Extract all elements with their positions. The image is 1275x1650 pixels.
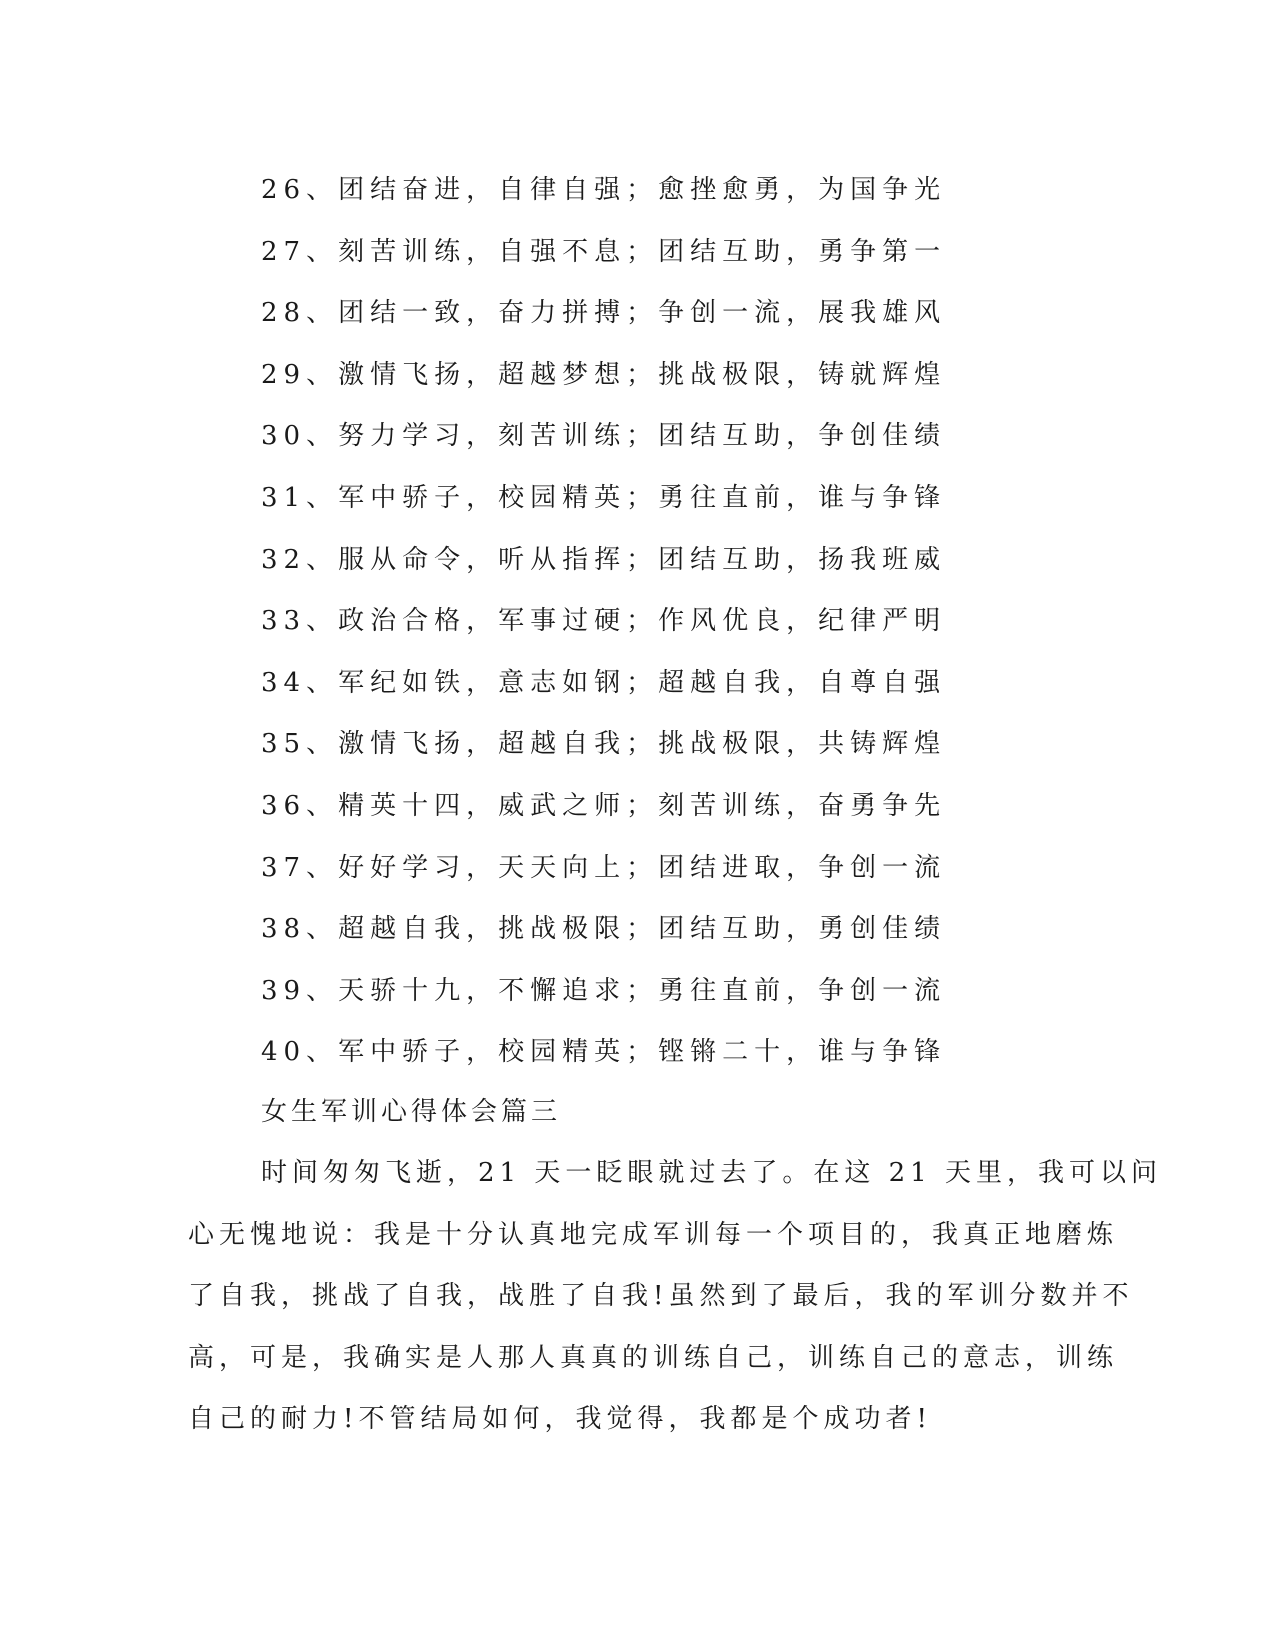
paragraph-line: 时间匆匆飞逝，21 天一眨眼就过去了。在这 21 天里，我可以问: [261, 1158, 1162, 1188]
slogan-item: 30、努力学习，刻苦训练；团结互助，争创佳绩: [261, 421, 947, 452]
body-paragraph: [188, 1143, 1162, 1451]
slogan-item: 26、团结奋进，自律自强；愈挫愈勇，为国争光: [261, 175, 947, 205]
slogan-item: 38、超越自我，挑战极限；团结互助，勇创佳绩: [261, 914, 947, 945]
slogan-item: 27、刻苦训练，自强不息；团结互助，勇争第一: [261, 236, 947, 267]
slogan-item: 34、军纪如铁，意志如钢；超越自我，自尊自强: [261, 667, 947, 698]
paragraph-line: 心无愧地说：我是十分认真地完成军训每一个项目的，我真正地磨炼: [188, 1219, 1119, 1250]
slogan-item: 40、军中骄子，校园精英；铿锵二十，谁与争锋: [261, 1037, 947, 1068]
slogan-list: [261, 160, 946, 1084]
slogan-item: 33、政治合格，军事过硬；作风优良，纪律严明: [261, 606, 947, 637]
paragraph-line: 了自我，挑战了自我，战胜了自我!虽然到了最后，我的军训分数并不: [188, 1281, 1134, 1311]
slogan-item: 36、精英十四，威武之师；刻苦训练，奋勇争先: [261, 790, 947, 821]
slogan-item: 35、激情飞扬，超越自我；挑战极限，共铸辉煌: [261, 729, 947, 760]
slogan-item: 39、天骄十九，不懈追求；勇往直前，争创一流: [261, 975, 947, 1006]
paragraph-line: 自己的耐力!不管结局如何，我觉得，我都是个成功者!: [188, 1404, 932, 1434]
slogan-item: 32、服从命令，听从指挥；团结互助，扬我班威: [261, 544, 947, 575]
slogan-item: 37、好好学习，天天向上；团结进取，争创一流: [261, 852, 947, 883]
paragraph-line: 高，可是，我确实是人那人真真的训练自己，训练自己的意志，训练: [188, 1342, 1119, 1373]
section-heading: 女生军训心得体会篇三: [261, 1097, 562, 1127]
slogan-item: 29、激情飞扬，超越梦想；挑战极限，铸就辉煌: [261, 359, 947, 390]
slogan-item: 31、军中骄子，校园精英；勇往直前，谁与争锋: [261, 482, 947, 513]
slogan-item: 28、团结一致，奋力拼搏；争创一流，展我雄风: [261, 298, 947, 329]
